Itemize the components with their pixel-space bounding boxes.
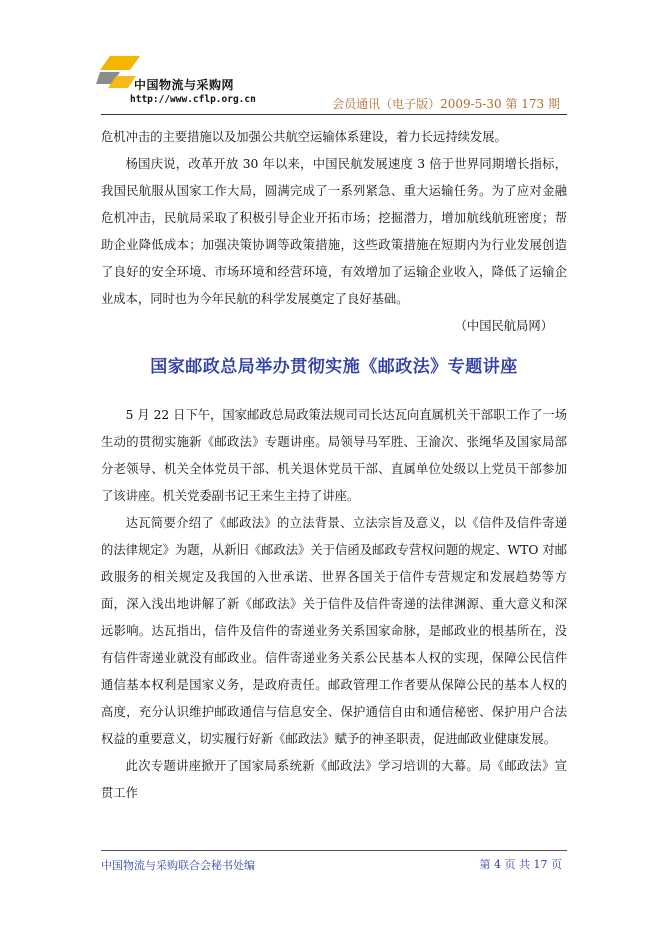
- issue-info: 会员通讯（电子版）2009-5-30 第 173 期: [332, 97, 560, 111]
- footer-organization: 中国物流与采购联合会秘书处编: [101, 859, 255, 872]
- page-body: [101, 124, 567, 807]
- article2-paragraph: 5 月 22 日下午，国家邮政总局政策法规司司长达瓦向直属机关干部职工作了一场生动的贯彻实施新《邮政法》专题讲座。局领导马军胜、王渝次、张绳华及国家局部分老领导、机关全体党员干部、机关退休党员干部、直属单位处级以上党员干部参加了该讲座。机关党委副书记王来生主持了讲座。: [101, 408, 567, 503]
- article2-paragraph: 此次专题讲座掀开了国家局系统新《邮政法》学习培训的大幕。局《邮政法》宣贯工作: [101, 759, 567, 800]
- logo-title: 中国物流与采购网: [134, 78, 235, 92]
- footer-page-info: 第 4 页 共 17 页: [479, 858, 562, 871]
- cflp-logo[interactable]: [96, 54, 276, 110]
- page-header: [0, 0, 662, 120]
- article1-paragraph-continuation: 危机冲击的主要措施以及加强公共航空运输体系建设，着力长远持续发展。: [101, 130, 507, 144]
- article2-paragraph: 达瓦简要介绍了《邮政法》的立法背景、立法宗旨及意义，以《信件及信件寄递的法律规定》为题，从新旧《邮政法》关于信函及邮政专营权问题的规定、WTO 对邮政服务的相关规定及我国的入世承诺、世界各国关于信件专营规定和发展趋势等方面，深入浅出地讲解了新《邮政法》关于信件及信件寄递的法律渊源、重大意义和深远影响。达瓦指出，信件及信件的寄递业务关系国家命脉，是邮政业的根基所在，没有信件寄递业就没有邮政业。信件寄递业务关系公民基本人权的实现，保障公民信件通信基本权利是国家义务，是政府责任。邮政管理工作者要从保障公民的基本人权的高度，充分认识维护邮政通信与信息安全、保护通信自由和通信秘密、保护用户合法权益的重要意义，切实履行好新《邮政法》赋予的神圣职责，促进邮政业健康发展。: [101, 516, 567, 746]
- article2-headline: 国家邮政总局举办贯彻实施《邮政法》专题讲座: [150, 357, 518, 377]
- logo-url: http://www.cflp.org.cn: [130, 94, 256, 105]
- footer-divider: [101, 850, 567, 851]
- article1-paragraph: 杨国庆说，改革开放 30 年以来，中国民航发展速度 3 倍于世界同期增长指标，我国民航服从国家工作大局，圆满完成了一系列紧急、重大运输任务。为了应对金融危机冲击，民航局采取了积极引导企业开拓市场；挖掘潜力，增加航线航班密度；帮助企业降低成本；加强决策协调等政策措施，这些政策措施在短期内为行业发展创造了良好的安全环境、市场环境和经营环境，有效增加了运输企业收入，降低了运输企业成本，同时也为今年民航的科学发展奠定了良好基础。: [101, 157, 567, 306]
- header-divider: [101, 114, 567, 115]
- article1-source: （中国民航局网）: [454, 319, 553, 333]
